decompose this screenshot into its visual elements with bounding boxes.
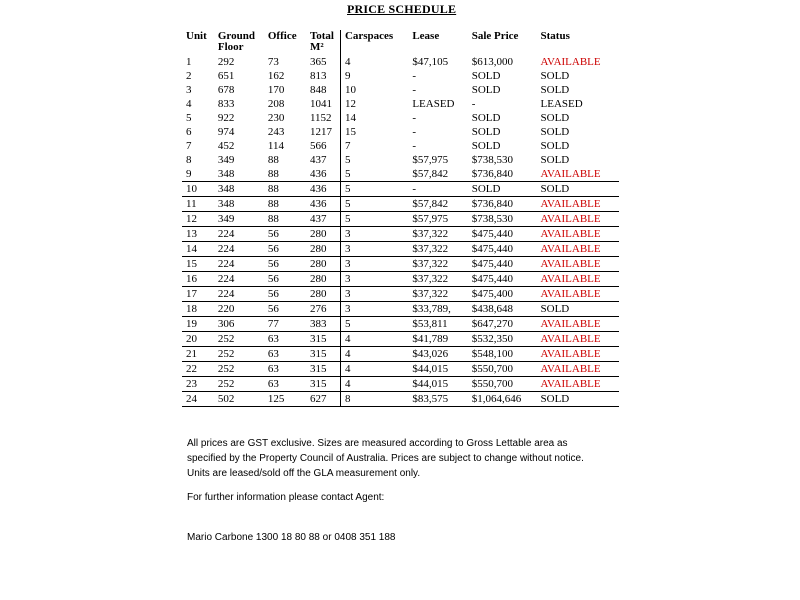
cell-status: AVAILABLE	[537, 197, 619, 212]
table-row	[182, 197, 619, 212]
cell-lease: -	[412, 126, 416, 138]
cell-office: 73	[267, 56, 279, 68]
cell-sale-price: $647,270	[468, 317, 537, 332]
cell-carspaces: 4	[344, 56, 351, 68]
cell-unit: 22	[182, 362, 214, 377]
cell-office: 162	[267, 70, 285, 82]
contact-prompt: For further information please contact Agent:	[187, 492, 385, 503]
table-row	[182, 212, 619, 227]
cell-ground-floor: 224	[214, 287, 264, 302]
cell-ground-floor: 292	[217, 56, 235, 68]
cell-status: AVAILABLE	[537, 332, 619, 347]
cell-carspaces: 7	[344, 140, 351, 152]
table-row	[182, 55, 619, 69]
cell-lease: $47,105	[412, 56, 449, 68]
agent-contact: Mario Carbone 1300 18 80 88 or 0408 351 188	[187, 532, 396, 543]
table-row	[182, 227, 619, 242]
cell-office: 170	[267, 84, 285, 96]
cell-carspaces: 5	[340, 212, 408, 227]
cell-total: 1152	[306, 111, 341, 125]
cell-office: 88	[264, 197, 306, 212]
cell-office: 63	[264, 332, 306, 347]
table-row	[182, 302, 619, 317]
cell-sale-price: SOLD	[471, 70, 501, 82]
cell-status: AVAILABLE	[537, 287, 619, 302]
cell-ground-floor: 833	[217, 98, 235, 110]
cell-office: 88	[267, 168, 279, 180]
cell-lease: $37,322	[408, 227, 467, 242]
cell-lease: $33,789,	[408, 302, 467, 317]
cell-total: 627	[306, 392, 341, 407]
cell-sale-price: $548,100	[468, 347, 537, 362]
cell-unit: 12	[182, 212, 214, 227]
table-row	[182, 111, 619, 125]
table-row	[182, 242, 619, 257]
cell-status: SOLD	[540, 84, 570, 96]
cell-total: 566	[306, 139, 341, 153]
cell-status: AVAILABLE	[537, 272, 619, 287]
cell-total: 315	[306, 377, 341, 392]
cell-status: AVAILABLE	[537, 257, 619, 272]
cell-unit: 6	[186, 126, 192, 138]
table-row	[182, 332, 619, 347]
cell-office: 88	[264, 182, 306, 197]
cell-lease: $57,842	[408, 197, 467, 212]
cell-status: AVAILABLE	[537, 347, 619, 362]
table-row	[182, 167, 619, 182]
cell-carspaces: 4	[340, 332, 408, 347]
cell-lease: $37,322	[408, 272, 467, 287]
cell-total: 436	[306, 167, 341, 182]
cell-total: 1217	[306, 125, 341, 139]
cell-unit: 18	[182, 302, 214, 317]
cell-carspaces: 9	[344, 70, 351, 82]
cell-ground-floor: 678	[217, 84, 235, 96]
cell-status: LEASED	[540, 98, 583, 110]
cell-carspaces: 3	[340, 287, 408, 302]
cell-unit: 24	[182, 392, 214, 407]
cell-total: 365	[306, 55, 341, 69]
table-row	[182, 139, 619, 153]
cell-status: SOLD	[540, 126, 570, 138]
disclaimer-note: All prices are GST exclusive. Sizes are measured according to Gross Lettable area as specified by the Property Council of Australia. Prices are subject to change without notice. Units are leased/sold off the GLA measurement only.	[187, 438, 584, 479]
cell-ground-floor: 306	[214, 317, 264, 332]
cell-sale-price: $738,530	[471, 154, 513, 166]
table-row	[182, 125, 619, 139]
cell-ground-floor: 224	[214, 257, 264, 272]
cell-unit: 15	[182, 257, 214, 272]
cell-lease: $41,789	[408, 332, 467, 347]
cell-ground-floor: 224	[214, 242, 264, 257]
cell-lease: $53,811	[408, 317, 467, 332]
cell-sale-price: SOLD	[471, 140, 501, 152]
cell-sale-price: $736,840	[471, 168, 513, 180]
cell-office: 56	[264, 242, 306, 257]
table-row	[182, 257, 619, 272]
cell-lease: -	[408, 182, 467, 197]
table-row	[182, 392, 619, 407]
cell-ground-floor: 252	[214, 377, 264, 392]
cell-total: 383	[306, 317, 341, 332]
table-row	[182, 362, 619, 377]
price-schedule-table	[182, 30, 619, 407]
cell-lease: $44,015	[408, 362, 467, 377]
cell-office: 243	[267, 126, 285, 138]
cell-office: 63	[264, 362, 306, 377]
cell-unit: 11	[182, 197, 214, 212]
cell-ground-floor: 252	[214, 347, 264, 362]
cell-lease: $44,015	[408, 377, 467, 392]
cell-total: 813	[306, 69, 341, 83]
cell-carspaces: 15	[344, 126, 356, 138]
cell-office: 88	[264, 212, 306, 227]
cell-sale-price: $438,648	[468, 302, 537, 317]
cell-office: 56	[264, 257, 306, 272]
cell-lease: $57,975	[412, 154, 449, 166]
cell-carspaces: 5	[344, 168, 351, 180]
cell-sale-price: $475,440	[468, 242, 537, 257]
cell-status: AVAILABLE	[537, 377, 619, 392]
cell-total: 436	[306, 182, 341, 197]
cell-ground-floor: 252	[214, 332, 264, 347]
cell-lease: $57,975	[408, 212, 467, 227]
cell-office: 56	[264, 227, 306, 242]
cell-status: SOLD	[537, 182, 619, 197]
table-row	[182, 182, 619, 197]
cell-unit: 14	[182, 242, 214, 257]
cell-unit: 16	[182, 272, 214, 287]
table-row	[182, 69, 619, 83]
header-status: Status	[540, 30, 570, 42]
cell-office: 125	[264, 392, 306, 407]
cell-total: 436	[306, 197, 341, 212]
cell-total: 437	[306, 212, 341, 227]
cell-office: 56	[264, 287, 306, 302]
table-row	[182, 347, 619, 362]
cell-carspaces: 10	[344, 84, 356, 96]
header-carspaces: Carspaces	[344, 30, 394, 42]
cell-carspaces: 3	[340, 302, 408, 317]
cell-ground-floor: 502	[214, 392, 264, 407]
cell-status: SOLD	[540, 154, 570, 166]
cell-carspaces: 3	[340, 242, 408, 257]
cell-ground-floor: 224	[214, 272, 264, 287]
cell-unit: 1	[186, 56, 192, 68]
cell-sale-price: $475,440	[468, 272, 537, 287]
cell-unit: 3	[186, 84, 192, 96]
cell-ground-floor: 922	[217, 112, 235, 124]
cell-sale-price: $550,700	[468, 362, 537, 377]
cell-ground-floor: 220	[214, 302, 264, 317]
cell-office: 56	[264, 272, 306, 287]
cell-office: 63	[264, 347, 306, 362]
cell-status: AVAILABLE	[540, 168, 601, 180]
table-row	[182, 83, 619, 97]
cell-total: 848	[306, 83, 341, 97]
table-row	[182, 287, 619, 302]
table-row	[182, 97, 619, 111]
cell-lease: -	[412, 84, 416, 96]
cell-office: 88	[267, 154, 279, 166]
cell-sale-price: SOLD	[471, 126, 501, 138]
cell-carspaces: 3	[340, 227, 408, 242]
cell-office: 56	[264, 302, 306, 317]
cell-carspaces: 4	[340, 377, 408, 392]
cell-ground-floor: 349	[214, 212, 264, 227]
cell-unit: 21	[182, 347, 214, 362]
cell-status: SOLD	[540, 112, 570, 124]
cell-status: AVAILABLE	[537, 317, 619, 332]
cell-total: 280	[306, 227, 341, 242]
cell-status: AVAILABLE	[537, 242, 619, 257]
header-total: Total M²	[306, 30, 341, 55]
cell-total: 280	[306, 272, 341, 287]
cell-office: 63	[264, 377, 306, 392]
cell-ground-floor: 349	[217, 154, 235, 166]
cell-lease: -	[412, 140, 416, 152]
header-unit: Unit	[186, 30, 207, 42]
cell-sale-price: -	[471, 98, 476, 110]
cell-sale-price: $475,440	[468, 257, 537, 272]
cell-office: 114	[267, 140, 284, 152]
cell-sale-price: SOLD	[468, 182, 537, 197]
table-row	[182, 272, 619, 287]
cell-unit: 9	[186, 168, 192, 180]
cell-sale-price: $738,530	[468, 212, 537, 227]
cell-office: 230	[267, 112, 285, 124]
cell-sale-price: $1,064,646	[468, 392, 537, 407]
cell-carspaces: 5	[340, 182, 408, 197]
cell-sale-price: SOLD	[471, 112, 501, 124]
cell-sale-price: $532,350	[468, 332, 537, 347]
cell-unit: 13	[182, 227, 214, 242]
cell-unit: 10	[182, 182, 214, 197]
cell-unit: 17	[182, 287, 214, 302]
cell-lease: $37,322	[408, 257, 467, 272]
cell-lease: $37,322	[408, 287, 467, 302]
cell-status: AVAILABLE	[537, 362, 619, 377]
cell-carspaces: 3	[340, 257, 408, 272]
cell-sale-price: $475,440	[468, 227, 537, 242]
cell-lease: -	[412, 70, 416, 82]
cell-status: SOLD	[537, 302, 619, 317]
page-title: PRICE SCHEDULE	[347, 2, 457, 16]
header-sale-price: Sale Price	[471, 30, 519, 42]
cell-status: SOLD	[537, 392, 619, 407]
cell-carspaces: 14	[344, 112, 356, 124]
table-row	[182, 153, 619, 167]
cell-carspaces: 4	[340, 347, 408, 362]
cell-total: 315	[306, 332, 341, 347]
cell-sale-price: $736,840	[468, 197, 537, 212]
cell-lease: LEASED	[412, 98, 455, 110]
cell-total: 437	[306, 153, 341, 167]
cell-status: SOLD	[540, 70, 570, 82]
cell-carspaces: 5	[340, 197, 408, 212]
cell-total: 1041	[306, 97, 341, 111]
cell-ground-floor: 348	[217, 168, 235, 180]
cell-sale-price: $613,000	[471, 56, 513, 68]
cell-lease: -	[412, 112, 416, 124]
cell-status: AVAILABLE	[537, 227, 619, 242]
cell-total: 280	[306, 242, 341, 257]
table-header-row	[182, 30, 619, 55]
cell-unit: 2	[186, 70, 192, 82]
cell-total: 315	[306, 347, 341, 362]
cell-total: 276	[306, 302, 341, 317]
cell-status: AVAILABLE	[540, 56, 601, 68]
cell-unit: 23	[182, 377, 214, 392]
table-row	[182, 377, 619, 392]
cell-ground-floor: 348	[214, 197, 264, 212]
cell-total: 280	[306, 257, 341, 272]
cell-unit: 4	[186, 98, 192, 110]
cell-ground-floor: 252	[214, 362, 264, 377]
cell-office: 77	[264, 317, 306, 332]
cell-unit: 7	[186, 140, 192, 152]
cell-ground-floor: 452	[217, 140, 235, 152]
cell-total: 315	[306, 362, 341, 377]
cell-carspaces: 5	[340, 317, 408, 332]
cell-carspaces: 12	[344, 98, 356, 110]
cell-carspaces: 8	[340, 392, 408, 407]
cell-unit: 19	[182, 317, 214, 332]
header-lease: Lease	[412, 30, 440, 42]
cell-lease: $43,026	[408, 347, 467, 362]
cell-sale-price: $475,400	[468, 287, 537, 302]
cell-carspaces: 4	[340, 362, 408, 377]
cell-lease: $83,575	[408, 392, 467, 407]
table-row	[182, 317, 619, 332]
cell-lease: $37,322	[408, 242, 467, 257]
cell-unit: 5	[186, 112, 192, 124]
cell-carspaces: 5	[344, 154, 351, 166]
cell-ground-floor: 651	[217, 70, 235, 82]
cell-unit: 8	[186, 154, 192, 166]
cell-ground-floor: 224	[214, 227, 264, 242]
header-ground-floor: Ground Floor	[217, 30, 255, 53]
cell-status: SOLD	[540, 140, 570, 152]
cell-ground-floor: 974	[217, 126, 235, 138]
cell-sale-price: SOLD	[471, 84, 501, 96]
cell-total: 280	[306, 287, 341, 302]
header-office: Office	[267, 30, 297, 42]
cell-sale-price: $550,700	[468, 377, 537, 392]
cell-ground-floor: 348	[214, 182, 264, 197]
cell-lease: $57,842	[412, 168, 449, 180]
cell-carspaces: 3	[340, 272, 408, 287]
cell-status: AVAILABLE	[537, 212, 619, 227]
cell-unit: 20	[182, 332, 214, 347]
cell-office: 208	[267, 98, 285, 110]
